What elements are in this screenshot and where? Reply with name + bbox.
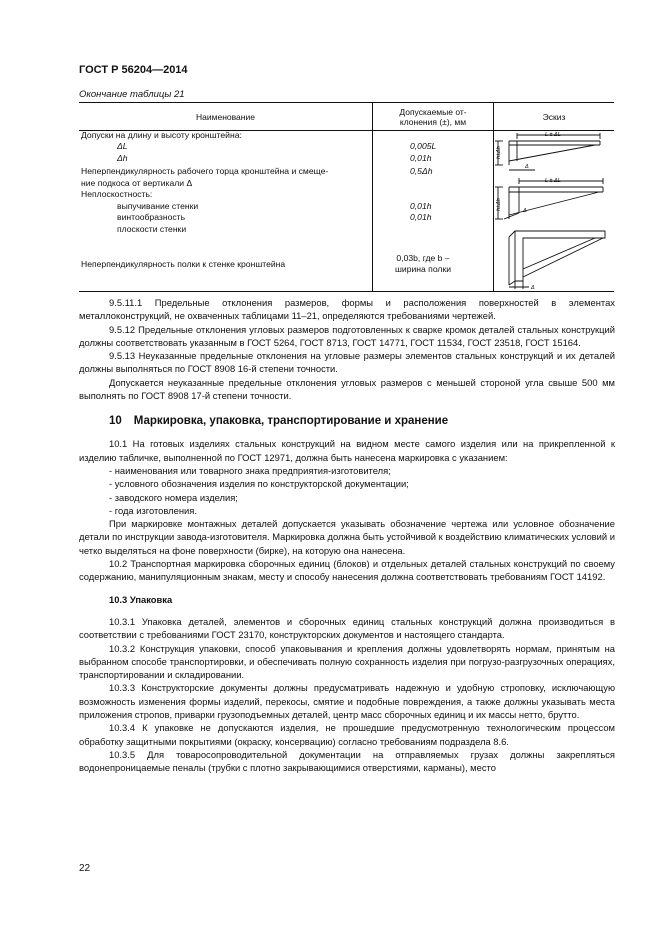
page-number: 22 (79, 863, 91, 874)
document-header: ГОСТ Р 56204—2014 (79, 64, 188, 76)
paragraph-10-3-1: 10.3.1 Упаковка деталей, элементов и сборочных единиц стальных конструкций должна производиться в соответствии с требованиями ГОСТ 23170, конструкторских документов и настоящего стандарта. (79, 615, 615, 641)
paragraph-10-3-2: 10.3.2 Конструкция упаковки, способ упаковывания и крепления должны удовлетворять нормам, принятым на выбранном способе транспортировки, и обеспечивать полную сохранность изделия при погрузо-разгрузочных операциях, транспортировании и складировании. (79, 642, 615, 681)
sketch-delta-top: Δ (525, 164, 529, 170)
paragraph-10-2: 10.2 Транспортная маркировка сборочных единиц (блоков) и отдельных деталей стальных конструкций по своему содержанию, манипуляционным знакам, месту и способу нанесения должна соответствовать требованиям ГОСТ 14192. (79, 558, 615, 583)
paragraph-angle-tolerance: Допускается неуказанные предельные отклонения угловых размеров с меньшей стороной угла свыше 500 мм выполнять по ГОСТ 8908 17-й степени точности. (79, 376, 615, 402)
list-item: - заводского номера изделия; (109, 491, 238, 503)
row-wall-bulge: выпучивание стенки (117, 201, 199, 211)
column-divider (493, 103, 494, 291)
section-number: 10 (109, 415, 122, 428)
sketch-dim-height-middle: h±Δh (496, 198, 502, 211)
row-delta-l: ΔL (117, 141, 128, 151)
header-sketch: Эскиз (542, 111, 566, 122)
tolerance-table (79, 102, 614, 292)
header-name: Наименование (196, 111, 255, 122)
sketch-delta-middle: Δ (523, 208, 527, 214)
sketch-dim-length-middle: L ± ΔL (545, 178, 561, 184)
value-delta-l: 0,005L (410, 141, 437, 151)
row-wall-plane: плоскости стенки (117, 224, 187, 234)
value-flange-perpendicularity: 0,03b, где b – ширина полки (395, 253, 452, 274)
row-twist: винтообразность (117, 212, 186, 222)
paragraph-9-5-13: 9.5.13 Неуказанные предельные отклонения на угловые размеры элементов стальных конструкций и их деталей должны выполняться по ГОСТ 8908 16-й степени точности. (79, 350, 615, 375)
subsection-10-3-heading: 10.3 Упаковка (109, 593, 173, 605)
row-flange-perpendicularity: Неперпендикулярность полки к стенке кронштейна (81, 259, 286, 269)
sketch-dim-height-top: h±Δh (496, 146, 502, 159)
paragraph-10-3-5: 10.3.5 Для товаросопроводительной документации на отправляемых грузах должны закрепляться водонепроницаемые пеналы (трубки с плотно закрывающимися отверстиями, карманы), место (79, 748, 615, 774)
value-twist: 0,01h (410, 212, 432, 222)
paragraph-10-1: 10.1 На готовых изделиях стальных конструкций на видном месте самого изделия или на прикрепленной к изделию табличке, выполненной по ГОСТ 12971, должна быть нанесена маркировка с указанием: (79, 438, 615, 463)
sketch-delta-bottom: Δ (531, 285, 535, 291)
row-end-perpendicularity: Неперпендикулярность рабочего торца кронштейна и смеще- (81, 166, 329, 176)
value-delta-h: 0,01h (410, 153, 432, 163)
row-length-height: Допуски на длину и высоту кронштейна: (81, 130, 242, 140)
row-brace-offset: ние подкоса от вертикали Δ (81, 178, 193, 188)
value-end-perpendicularity: 0,5Δh (410, 166, 433, 176)
bracket-sketch (495, 131, 611, 291)
document-body (79, 296, 615, 775)
column-divider (372, 103, 373, 291)
paragraph-10-3-3: 10.3.3 Конструкторские документы должны предусматривать надежную и удобную строповку, исключающую возможность изменения формы изделий, перекосы, смятие и подобные повреждения, а также должны указывать места приложения стропов, приварки грузоподъемных деталей, центр масс сборочных единиц и их массы нетто, брутто. (79, 682, 615, 721)
value-wall-bulge: 0,01h (410, 201, 432, 211)
list-item: - года изготовления. (109, 504, 197, 516)
list-item: - наименования или товарного знака предприятия-изготовителя; (109, 464, 391, 476)
paragraph-9-5-11-1: 9.5.11.1 Предельные отклонения размеров, формы и расположения поверхностей в элементах металлоконструкций, не охваченных таблицами 11–21, определяются требованиями чертежей. (79, 297, 615, 322)
paragraph-10-3-4: 10.3.4 К упаковке не допускаются изделия, не прошедшие предусмотренную технологическим процессом обработку защитными покрытиями (окраску, консервацию) согласно требованиям подраздела 8.6. (79, 722, 615, 747)
section-title: Маркировка, упаковка, транспортирование и хранение (133, 415, 449, 428)
table-caption: Окончание таблицы 21 (79, 89, 185, 100)
row-flatness: Неплоскостность: (81, 189, 153, 199)
row-delta-h: Δh (117, 153, 128, 163)
paragraph-marking-details: При маркировке монтажных деталей допускается указывать обозначение чертежа или условное обозначение детали по инструкции завода-изготовителя. Маркировка должна быть устойчивой к воздействию климатических условий и четко выделяться на фоне поверхности (бирке), на которую она нанесена. (79, 518, 615, 556)
sketch-dim-length-top: L ± ΔL (545, 132, 561, 138)
list-item: - условного обозначения изделия по конструкторской документации; (109, 478, 409, 490)
section-10-heading (79, 414, 615, 428)
paragraph-9-5-12: 9.5.12 Предельные отклонения угловых размеров подготовленных к сварке кромок деталей стальных конструкций должны соответствовать указанным в ГОСТ 5264, ГОСТ 8713, ГОСТ 14771, ГОСТ 11534, ГОСТ 23518, ГОСТ 15164. (79, 323, 615, 348)
header-tolerance: Допускаемые от- клонения (±), мм (399, 106, 467, 127)
